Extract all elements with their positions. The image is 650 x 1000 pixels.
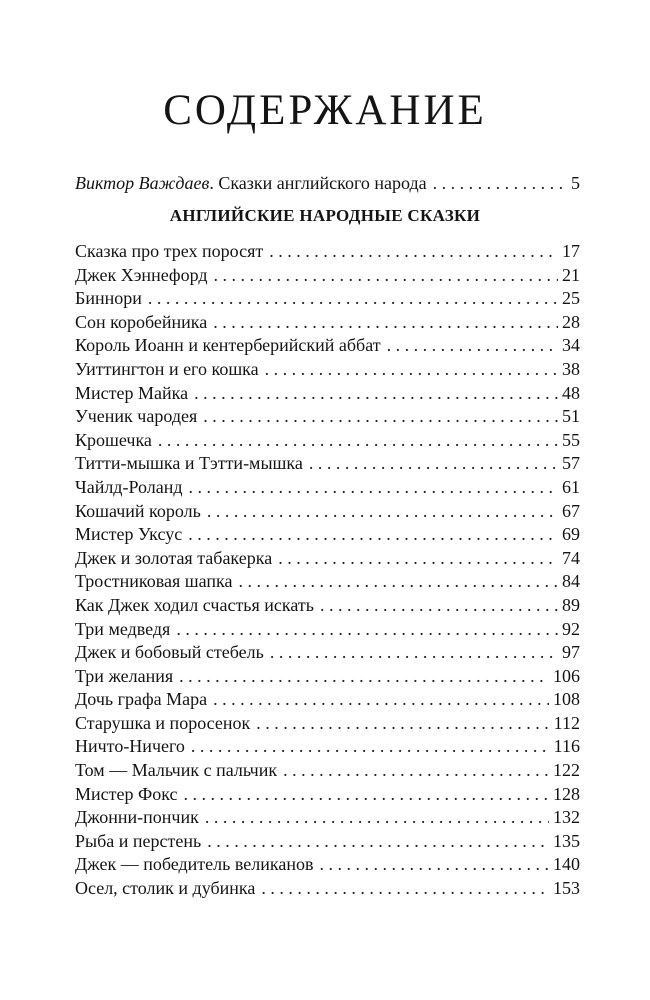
toc-entry[interactable]: [75, 570, 580, 594]
toc-entry-title: Биннори: [75, 288, 142, 309]
toc-entry[interactable]: [75, 783, 580, 807]
toc-entry-page: 92: [562, 618, 580, 639]
toc-entry-page: 97: [562, 642, 580, 663]
toc-entry[interactable]: [75, 877, 580, 901]
dot-leader: [283, 759, 549, 783]
toc-entry-title: Джек и золотая табакерка: [75, 547, 273, 568]
toc-entry-page: 128: [553, 783, 580, 804]
toc-entry-page: 5: [571, 173, 580, 193]
dot-leader: [188, 523, 558, 547]
toc-entry[interactable]: [75, 311, 580, 335]
toc-entry[interactable]: [75, 358, 580, 382]
toc-entry[interactable]: [75, 240, 580, 264]
toc-entry-title: Ученик чародея: [75, 406, 198, 427]
toc-entry[interactable]: [75, 830, 580, 854]
dot-leader: [433, 172, 567, 196]
dot-leader: [256, 712, 549, 736]
toc-entry-title: Рыба и перстень: [75, 830, 202, 851]
dot-leader: [189, 476, 558, 500]
toc-entry[interactable]: [75, 547, 580, 571]
dot-leader: [320, 594, 558, 618]
toc-entry[interactable]: [75, 688, 580, 712]
toc-intro: [75, 172, 580, 196]
toc-entry-page: 55: [562, 429, 580, 450]
dot-leader: [148, 287, 558, 311]
toc-entry-page: 25: [562, 288, 580, 309]
toc-entry[interactable]: [75, 712, 580, 736]
toc-entry[interactable]: [75, 853, 580, 877]
toc-entry-title: Три желания: [75, 665, 174, 686]
dot-leader: [213, 688, 549, 712]
toc-entry[interactable]: [75, 735, 580, 759]
dot-leader: [270, 641, 558, 665]
toc-entry-title: Джонни-пончик: [75, 807, 199, 828]
section-heading: АНГЛИЙСКИЕ НАРОДНЫЕ СКАЗКИ: [169, 206, 481, 225]
toc-entry-title: Сон коробейника: [75, 311, 208, 332]
toc-entry-page: 28: [562, 311, 580, 332]
toc-entry-title: Три медведя: [75, 618, 171, 639]
dot-leader: [207, 500, 558, 524]
toc-entry-title: Сказка про трех поросят: [75, 241, 264, 261]
toc-entry-title: Старушка и поросенок: [75, 712, 251, 733]
toc-entry-title: Король Иоанн и кентерберийский аббат: [75, 335, 381, 356]
toc-entry-title: Мистер Уксус: [75, 524, 183, 545]
toc-entry[interactable]: [75, 618, 580, 642]
toc-entry[interactable]: [75, 334, 580, 358]
toc-entry[interactable]: [75, 264, 580, 288]
dot-leader: [158, 429, 558, 453]
toc-entry-title: Мистер Фокс: [75, 783, 178, 804]
toc-entry[interactable]: [75, 500, 580, 524]
dot-leader: [203, 405, 558, 429]
toc-entry-title: Мистер Майка: [75, 382, 189, 403]
dot-leader: [214, 264, 559, 288]
dot-leader: [238, 570, 558, 594]
dot-leader: [387, 334, 558, 358]
page-title: СОДЕРЖАНИЕ: [163, 87, 487, 134]
toc-entry[interactable]: [75, 405, 580, 429]
dot-leader: [191, 735, 550, 759]
toc-entry-title: Чайлд-Роланд: [75, 476, 183, 497]
toc-entry-title: Уиттингтон и его кошка: [75, 358, 259, 379]
dot-leader: [278, 547, 558, 571]
dot-leader: [319, 853, 549, 877]
toc-entry-title: Титти-мышка и Тэтти-мышка: [75, 453, 303, 474]
toc-list: [75, 240, 580, 901]
toc-entry-page: 57: [562, 453, 580, 474]
toc-entry-title: Джек Хэннефорд: [75, 264, 208, 285]
dot-leader: [194, 382, 558, 406]
toc-entry-page: 112: [553, 712, 580, 733]
dot-leader: [176, 618, 558, 642]
toc-entry-author: Виктор Важдаев: [75, 173, 210, 193]
toc-entry-page: 61: [562, 476, 580, 497]
toc-entry-page: 116: [553, 736, 580, 757]
toc-entry-page: 67: [562, 500, 580, 521]
toc-entry-page: 21: [562, 264, 580, 285]
toc-entry-title: Дочь графа Мара: [75, 689, 208, 710]
toc-entry-page: 38: [562, 358, 580, 379]
toc-entry-page: 135: [553, 830, 580, 851]
dot-leader: [205, 806, 549, 830]
dot-leader: [261, 877, 549, 901]
toc-entry-page: 140: [553, 854, 580, 875]
dot-leader: [309, 452, 558, 476]
toc-entry[interactable]: [75, 172, 580, 196]
toc-entry[interactable]: [75, 806, 580, 830]
toc-entry-page: 89: [562, 594, 580, 615]
dot-leader: [179, 665, 549, 689]
toc-entry-title: Том — Мальчик с пальчик: [75, 760, 278, 781]
toc-entry-title: Джек — победитель великанов: [75, 854, 314, 875]
toc-entry-title: Ничто-Ничего: [75, 736, 185, 757]
dot-leader: [265, 358, 558, 382]
toc-entry-title: Как Джек ходил счастья искать: [75, 594, 314, 615]
toc-entry-title: . Сказки английского народа: [209, 173, 427, 193]
toc-entry-page: 51: [562, 406, 580, 427]
toc-entry[interactable]: [75, 476, 580, 500]
toc-entry[interactable]: [75, 429, 580, 453]
toc-entry[interactable]: [75, 594, 580, 618]
toc-entry-page: 34: [562, 335, 580, 356]
toc-entry-page: 69: [562, 524, 580, 545]
toc-entry-page: 122: [553, 760, 580, 781]
toc-entry-title: Крошечка: [75, 429, 152, 450]
toc-entry-page: 17: [562, 241, 580, 261]
toc-entry-title: Осел, столик и дубинка: [75, 878, 256, 899]
toc-entry[interactable]: [75, 523, 580, 547]
toc-entry-page: 108: [553, 689, 580, 710]
toc-entry-title: Кошачий король: [75, 500, 201, 521]
dot-leader: [213, 311, 558, 335]
toc-entry-title: Тростниковая шапка: [75, 571, 233, 592]
toc-entry[interactable]: [75, 641, 580, 665]
toc-entry-page: 132: [553, 807, 580, 828]
toc-entry[interactable]: [75, 665, 580, 689]
toc-entry[interactable]: [75, 287, 580, 311]
toc-entry-page: 84: [562, 571, 580, 592]
toc-entry[interactable]: [75, 452, 580, 476]
dot-leader: [184, 783, 550, 807]
dot-leader: [207, 830, 549, 854]
toc-entry-page: 74: [562, 547, 580, 568]
toc-entry[interactable]: [75, 759, 580, 783]
dot-leader: [269, 240, 558, 264]
toc-entry-title: Джек и бобовый стебель: [75, 642, 264, 663]
toc-entry-page: 153: [553, 878, 580, 899]
toc-entry[interactable]: [75, 382, 580, 406]
toc-entry-page: 106: [553, 665, 580, 686]
toc-entry-page: 48: [562, 382, 580, 403]
